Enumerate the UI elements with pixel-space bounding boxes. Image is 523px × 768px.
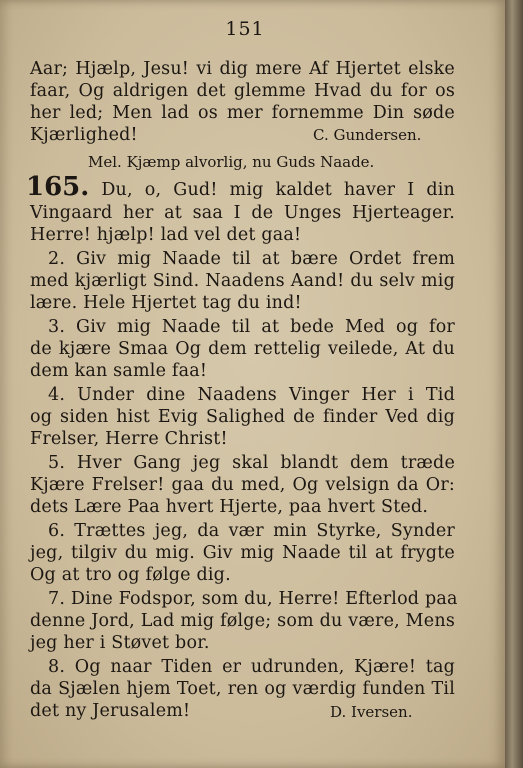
text-line: og siden hist Evig Salighed de finder Ved dig (30, 407, 455, 427)
hymn-number: 165. (26, 172, 90, 202)
text-line: dets Lære Paa hvert Hjerte, paa hvert Sted. (30, 497, 429, 517)
verse-line: 4. Under dine Naadens Vinger Her i Tid (48, 385, 455, 405)
previous-hymn-author: C. Gundersen. (313, 126, 422, 144)
verse-line: 6. Trættes jeg, da vær min Styrke, Synder (48, 521, 455, 541)
text-line: Kjærlighed! (30, 125, 138, 145)
verse-line: 5. Hver Gang jeg skal blandt dem træde (48, 453, 455, 473)
verse-line: 2. Giv mig Naade til at bære Ordet frem (48, 249, 455, 269)
melody-note: Mel. Kjæmp alvorlig, nu Guds Naade. (88, 153, 375, 171)
text-line: med kjærligt Sind. Naadens Aand! du selv mig (30, 271, 455, 291)
text-line: Vingaard her at saa I de Unges Hjerteager. (30, 203, 455, 223)
hymn-first-line (26, 172, 456, 202)
text-line: lære. Hele Hjertet tag du ind! (30, 293, 302, 313)
text-line: dem kan samle faa! (30, 361, 208, 381)
page-number: 151 (225, 18, 265, 40)
text-line: Kjære Frelser! gaa du med, Og velsign da Or: (30, 475, 455, 495)
verse-line: 7. Dine Fodspor, som du, Herre! Efterlod paa (48, 589, 458, 609)
text-line: Og at tro og følge dig. (30, 565, 231, 585)
hymn-author: D. Iversen. (330, 703, 413, 721)
text-line: jeg, tilgiv du mig. Giv mig Naade til at frygte (30, 543, 455, 563)
text-line: det ny Jerusalem! (30, 701, 191, 721)
text-line: denne Jord, Lad mig følge; som du være, Mens (30, 611, 455, 631)
text-line: Herre! hjælp! lad vel det gaa! (30, 225, 302, 245)
text-line: faar, Og aldrigen det glemme Hvad du for os (30, 81, 455, 101)
text-line: Aar; Hjælp, Jesu! vi dig mere Af Hjertet elske (30, 59, 455, 79)
book-spine-edge (505, 0, 523, 768)
text-line: Frelser, Herre Christ! (30, 429, 228, 449)
hymn-first-line-text: Du, o, Gud! mig kaldet haver I din (101, 180, 456, 200)
text-line: jeg her i Støvet bor. (30, 633, 210, 653)
verse-line: 3. Giv mig Naade til at bede Med og for (48, 317, 455, 337)
text-line: her led; Men lad os mer fornemme Din søde (30, 103, 455, 123)
text-line: da Sjælen hjem Toet, ren og værdig funden Til (30, 679, 455, 699)
verse-line: 8. Og naar Tiden er udrunden, Kjære! tag (48, 657, 455, 677)
text-line: de kjære Smaa Og dem rettelig veilede, At du (30, 339, 455, 359)
